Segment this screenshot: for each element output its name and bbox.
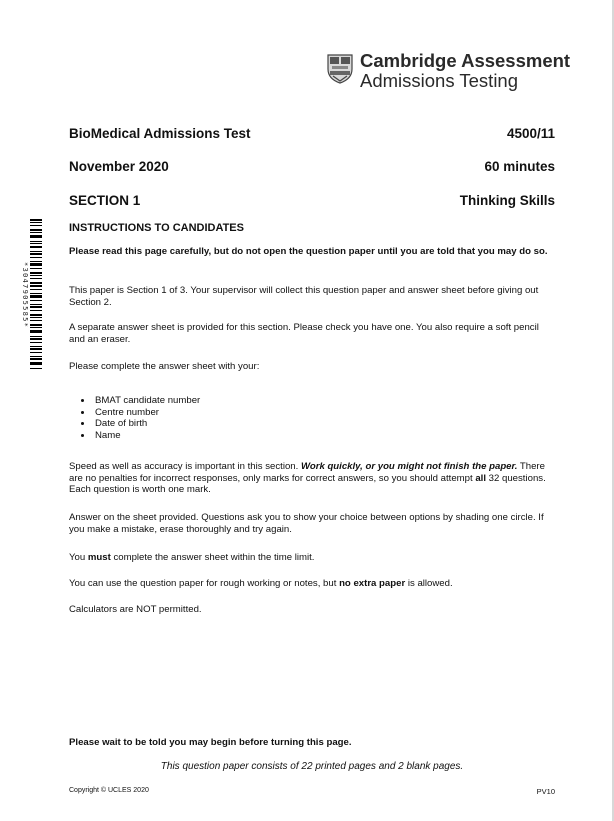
section-title: Thinking Skills	[459, 193, 555, 208]
header-row-test	[69, 126, 555, 141]
barcode-bar	[30, 310, 42, 311]
header-row-date	[69, 159, 555, 174]
details-list	[69, 395, 200, 441]
rough-paragraph	[69, 578, 555, 590]
barcode-bar	[30, 263, 42, 266]
barcode-bar	[30, 241, 42, 242]
barcode-bar	[30, 336, 42, 337]
barcode-bar	[30, 272, 42, 274]
barcode-bar	[30, 268, 42, 269]
must-emphasis: must	[87, 552, 111, 563]
barcode-bar	[30, 338, 42, 340]
list-item: • Centre number	[93, 407, 200, 419]
barcode-bar	[30, 314, 42, 316]
barcode-bar	[30, 358, 42, 360]
copyright: Copyright © UCLES 2020	[69, 787, 149, 794]
barcode-bars	[30, 219, 42, 371]
exam-date: November 2020	[69, 159, 169, 174]
answer-on-sheet: Answer on the sheet provided. Questions ask you to show your choice between options by shading one circle. If you make a mistake, erase thoroughly and try again.	[69, 512, 544, 535]
barcode-bar	[30, 346, 42, 347]
barcode-bar	[30, 342, 42, 343]
barcode-bar	[30, 275, 42, 276]
barcode-bar	[30, 232, 42, 233]
barcode-bar	[30, 229, 42, 231]
answer-sheet-info: A separate answer sheet is provided for this section. Please check you have one. You also require a soft pencil and an eraser.	[69, 322, 539, 345]
barcode-bar	[30, 320, 42, 321]
barcode-bar	[30, 222, 42, 223]
barcode-bar	[30, 352, 42, 353]
barcode-bar	[30, 368, 42, 369]
barcode-bar	[30, 285, 42, 287]
barcode-bar	[30, 235, 42, 238]
barcode-bar	[30, 324, 42, 326]
list-item: • Name	[93, 430, 200, 442]
must-post: complete the answer sheet within the time limit.	[110, 552, 315, 563]
speed-pre: Speed as well as accuracy is important in this section.	[69, 461, 301, 472]
complete-with: Please complete the answer sheet with your:	[69, 361, 260, 372]
list-item: • BMAT candidate number	[93, 395, 200, 407]
speed-paragraph	[69, 461, 555, 496]
barcode-bar	[30, 295, 42, 298]
crest-icon	[327, 54, 353, 84]
speed-mid: There are no penalties for incorrect responses, only marks for correct answers, so you should attempt	[69, 461, 545, 484]
barcode	[20, 219, 42, 371]
barcode-bar	[30, 225, 42, 226]
barcode-bar	[30, 306, 42, 308]
page-code: PV10	[536, 787, 555, 796]
barcode-bar	[30, 304, 42, 305]
barcode-bar	[30, 289, 42, 290]
barcode-bar	[30, 348, 42, 350]
barcode-bar	[30, 261, 42, 262]
section-info: This paper is Section 1 of 3. Your supervisor will collect this question paper and answer sheet before giving out Section 2.	[69, 285, 539, 308]
read-carefully: Please read this page carefully, but do not open the question paper until you are told that you may do so.	[69, 246, 548, 257]
cambridge-logo	[327, 52, 570, 98]
rough-emphasis: no extra paper	[339, 578, 406, 589]
calculators: Calculators are NOT permitted.	[69, 604, 202, 615]
barcode-bar	[30, 300, 42, 301]
barcode-bar	[30, 356, 42, 357]
rough-post: is allowed.	[405, 578, 453, 589]
page-count: This question paper consists of 22 printed pages and 2 blank pages.	[160, 761, 464, 772]
barcode-bar	[30, 327, 42, 328]
must-pre: You	[69, 552, 88, 563]
paper-code: 4500/11	[506, 126, 555, 141]
logo-line-2: Admissions Testing	[360, 69, 519, 91]
header-row-section	[69, 193, 555, 208]
rough-pre: You can use the question paper for rough working or notes, but	[69, 578, 340, 589]
barcode-bar	[30, 278, 42, 279]
speed-all: all	[475, 472, 486, 484]
speed-post: 32 questions. Each question is worth one mark.	[69, 472, 546, 496]
barcode-bar	[30, 282, 42, 284]
wait-notice: Please wait to be told you may begin before turning this page.	[69, 737, 352, 748]
barcode-bar	[30, 219, 42, 221]
list-item: • Date of birth	[93, 418, 200, 430]
barcode-bar	[30, 317, 42, 318]
section-number: SECTION 1	[69, 193, 141, 208]
barcode-bar	[30, 243, 42, 244]
barcode-bar	[30, 246, 42, 248]
barcode-bar	[30, 257, 42, 258]
barcode-bar	[30, 251, 42, 252]
instructions-title: INSTRUCTIONS TO CANDIDATES	[69, 222, 244, 234]
test-name: BioMedical Admissions Test	[69, 126, 251, 141]
barcode-bar	[30, 293, 42, 294]
barcode-bar	[30, 362, 42, 365]
must-paragraph	[69, 552, 555, 564]
barcode-digits: *3047905585*	[21, 261, 29, 329]
barcode-bar	[30, 253, 42, 255]
barcode-bar	[30, 330, 42, 333]
speed-emphasis: Work quickly, or you might not finish the paper.	[300, 461, 518, 472]
duration: 60 minutes	[484, 159, 555, 174]
logo-line-1: Cambridge Assessment	[360, 50, 571, 71]
